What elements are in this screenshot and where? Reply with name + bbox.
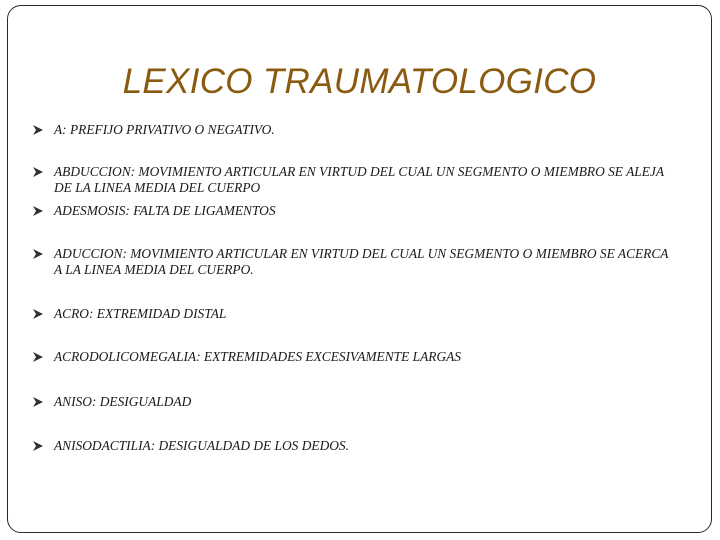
arrowhead-icon — [32, 206, 44, 216]
list-item-text: ACRODOLICOMEGALIA: EXTREMIDADES EXCESIVAMENTE LARGAS — [54, 349, 461, 364]
list-item-text: ANISO: DESIGUALDAD — [54, 394, 192, 409]
list-item — [32, 122, 672, 138]
list-item — [32, 203, 672, 219]
list-item — [32, 438, 672, 454]
list-item-text: ADUCCION: MOVIMIENTO ARTICULAR EN VIRTUD DEL CUAL UN SEGMENTO O MIEMBRO SE ACERCA A LA LINEA MEDIA DEL CUERPO. — [54, 246, 669, 277]
arrowhead-icon — [32, 125, 44, 135]
list-item — [32, 394, 672, 410]
list-item — [32, 349, 672, 365]
list-item-text: ADESMOSIS: FALTA DE LIGAMENTOS — [54, 203, 276, 218]
arrowhead-icon — [32, 249, 44, 259]
list-item-text: A: PREFIJO PRIVATIVO O NEGATIVO. — [54, 122, 275, 137]
arrowhead-icon — [32, 397, 44, 407]
arrowhead-icon — [32, 352, 44, 362]
slide-title: LEXICO TRAUMATOLOGICO — [122, 62, 597, 101]
list-item-text: ANISODACTILIA: DESIGUALDAD DE LOS DEDOS. — [54, 438, 349, 453]
list-item-text: ABDUCCION: MOVIMIENTO ARTICULAR EN VIRTUD DEL CUAL UN SEGMENTO O MIEMBRO SE ALEJA DE LA LINEA MEDIA DEL CUERPO — [54, 164, 664, 195]
list-item-text: ACRO: EXTREMIDAD DISTAL — [54, 306, 227, 321]
list-item — [32, 246, 672, 278]
arrowhead-icon — [32, 309, 44, 319]
arrowhead-icon — [32, 441, 44, 451]
arrowhead-icon — [32, 167, 44, 177]
list-item — [32, 306, 672, 322]
list-item — [32, 164, 672, 196]
